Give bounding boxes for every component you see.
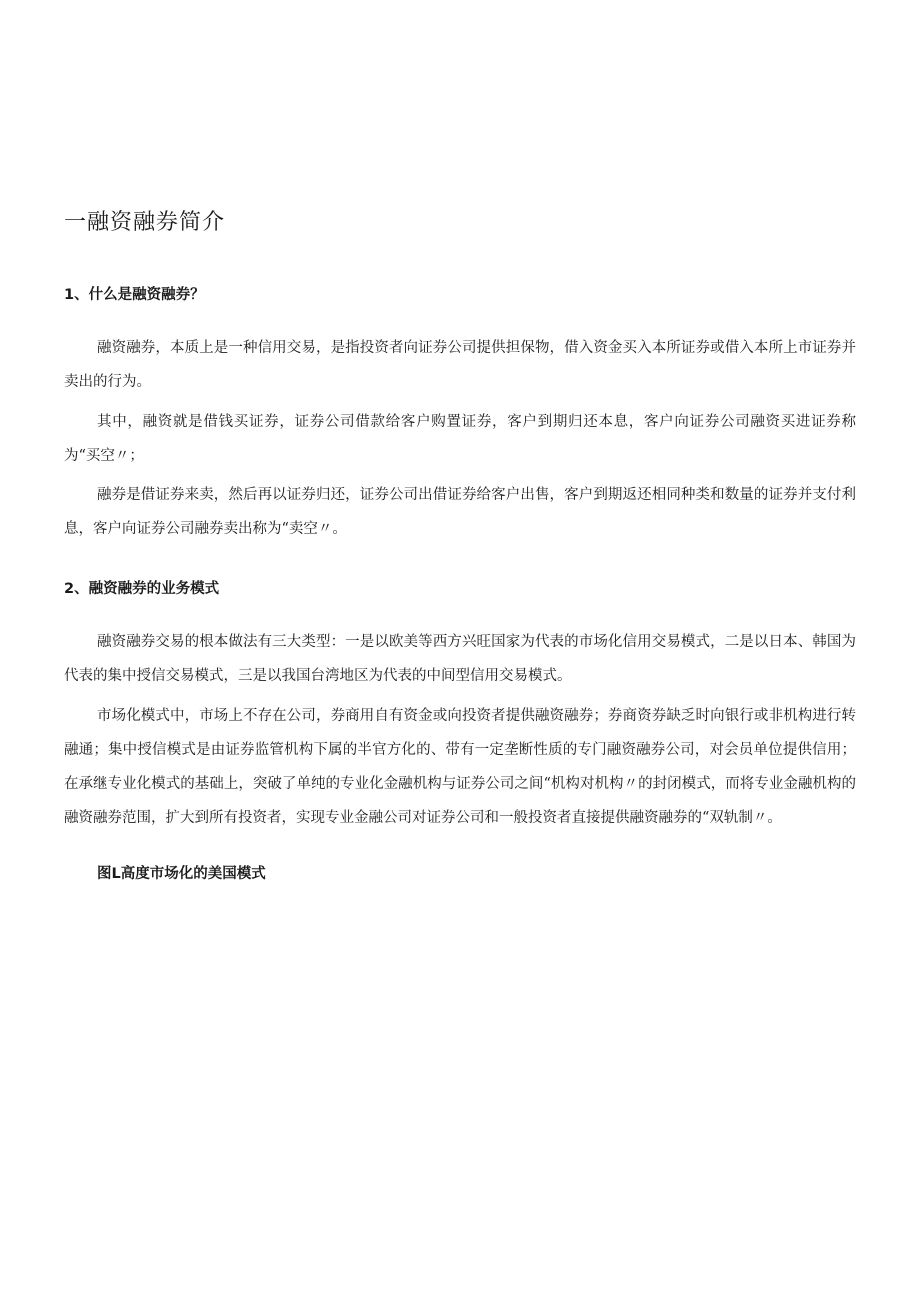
paragraph: 融资融券，本质上是一种信用交易，是指投资者向证券公司提供担保物，借入资金买入本所证券或借入本所上市证券并卖出的行为。 <box>64 340 856 390</box>
paragraph: 融券是借证券来卖，然后再以证券归还，证券公司出借证券给客户出售，客户到期返还相同种类和数量的证券并支付利息，客户向证券公司融券卖出称为“卖空〃。 <box>64 487 856 537</box>
section-heading-1: 1、什么是融资融券？ <box>64 287 205 303</box>
figure-caption: 图L高度市场化的美国模式 <box>97 866 266 882</box>
paragraph: 其中，融资就是借钱买证券，证券公司借款给客户购置证券，客户到期归还本息，客户向证券公司融资买进证券称为“买空〃； <box>64 414 856 464</box>
paragraph: 市场化模式中，市场上不存在公司，券商用自有资金或向投资者提供融资融券；券商资券缺乏时向银行或非机构进行转融通；集中授信模式是由证券监管机构下属的半官方化的、带有一定垄断性质的专门融资融券公司，对会员单位提供信用；在承继专业化模式的基础上，突破了单纯的专业化金融机构与证券公司之间“机构对机构〃的封闭模式，而将专业金融机构的融资融券范围，扩大到所有投资者，实现专业金融公司对证券公司和一般投资者直接提供融资融券的“双轨制〃。 <box>64 708 856 826</box>
section-heading-2: 2、融资融券的业务模式 <box>64 581 220 597</box>
paragraph: 融资融券交易的根本做法有三大类型：一是以欧美等西方兴旺国家为代表的市场化信用交易模式，二是以日本、韩国为代表的集中授信交易模式，三是以我国台湾地区为代表的中间型信用交易模式。 <box>64 634 856 684</box>
document-title: 一融资融券简介 <box>64 210 226 235</box>
